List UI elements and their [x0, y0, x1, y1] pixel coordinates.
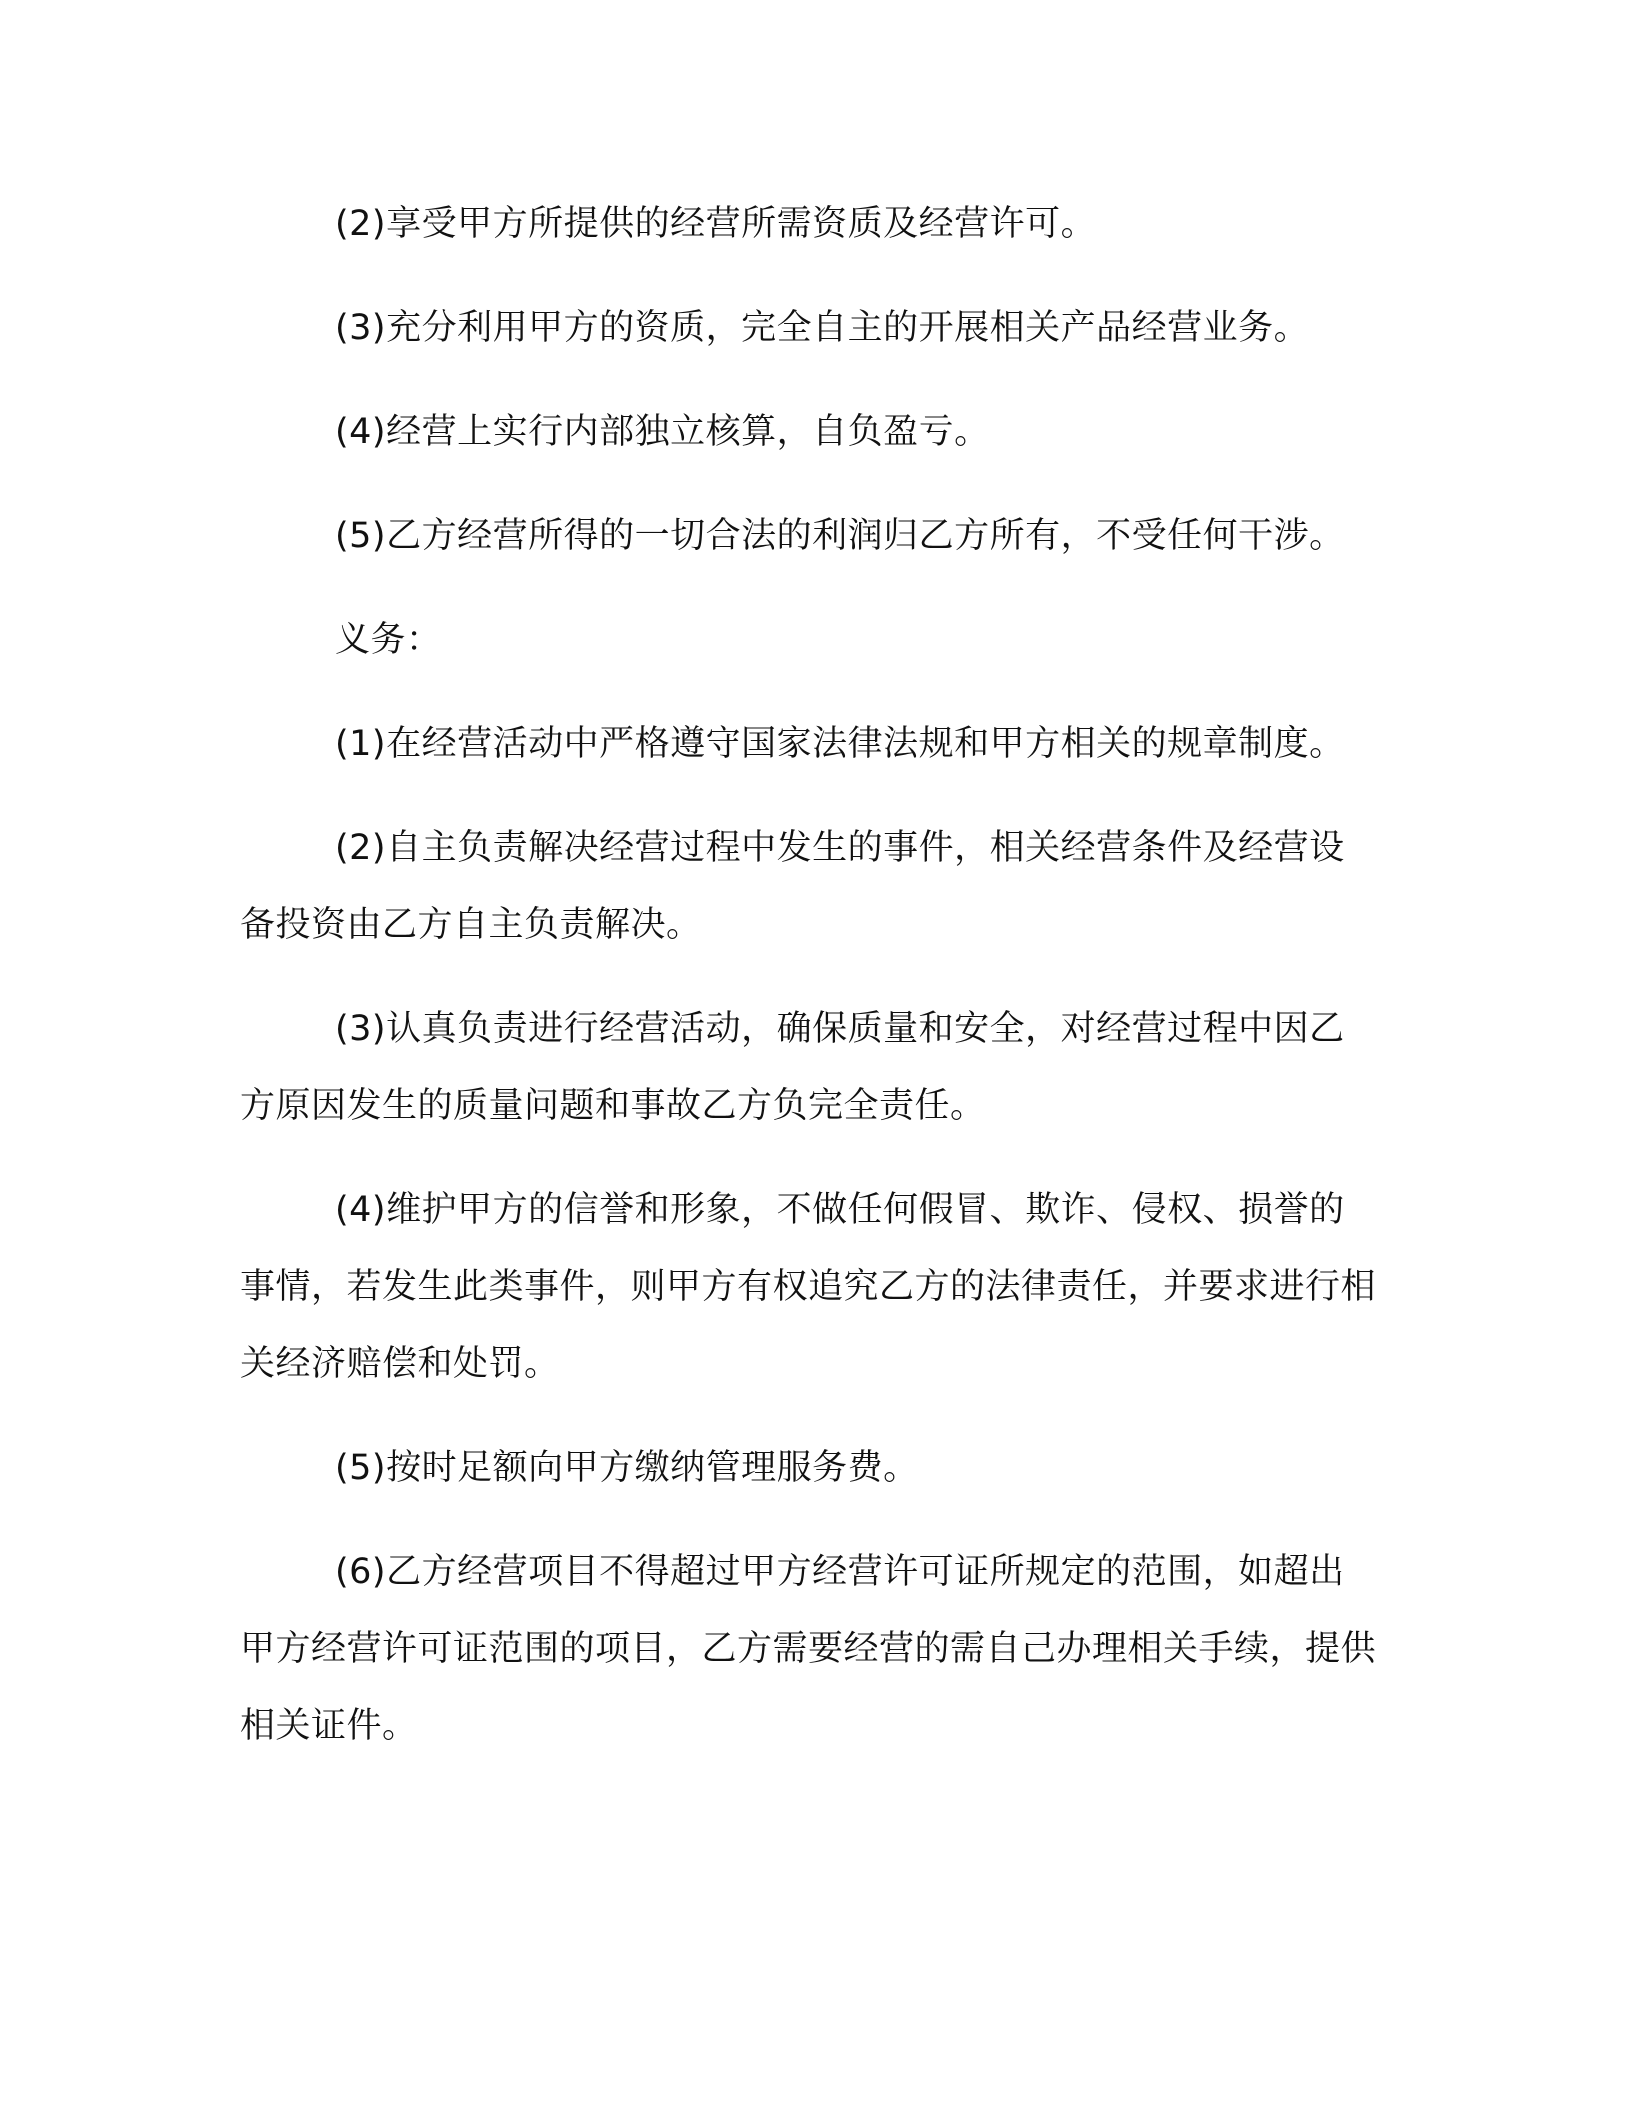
paragraph-right-5: (5)乙方经营所得的一切合法的利润归乙方所有，不受任何干涉。 — [335, 516, 1345, 556]
paragraph-obligation-1: (1)在经营活动中严格遵守国家法律法规和甲方相关的规章制度。 — [335, 724, 1345, 764]
paragraph-obligation-4: (4)维护甲方的信誉和形象，不做任何假冒、欺诈、侵权、损誉的事情，若发生此类事件，则甲方有权追究乙方的法律责任，并要求进行相关经济赔偿和处罚。 — [240, 1190, 1377, 1384]
paragraph-obligation-3: (3)认真负责进行经营活动，确保质量和安全，对经营过程中因乙方原因发生的质量问题和事故乙方负完全责任。 — [240, 1009, 1345, 1126]
paragraph-obligation-6: (6)乙方经营项目不得超过甲方经营许可证所规定的范围，如超出甲方经营许可证范围的项目，乙方需要经营的需自己办理相关手续，提供相关证件。 — [240, 1552, 1377, 1746]
paragraph-right-4: (4)经营上实行内部独立核算，自负盈亏。 — [335, 412, 990, 452]
obligations-heading: 义务： — [335, 620, 442, 660]
paragraph-right-2: (2)享受甲方所提供的经营所需资质及经营许可。 — [335, 204, 1097, 244]
paragraph-obligation-2: (2)自主负责解决经营过程中发生的事件，相关经营条件及经营设备投资由乙方自主负责解决。 — [240, 828, 1345, 945]
document-body — [240, 186, 1380, 1792]
paragraph-right-3: (3)充分利用甲方的资质，完全自主的开展相关产品经营业务。 — [335, 308, 1310, 348]
paragraph-obligation-5: (5)按时足额向甲方缴纳管理服务费。 — [335, 1448, 919, 1488]
